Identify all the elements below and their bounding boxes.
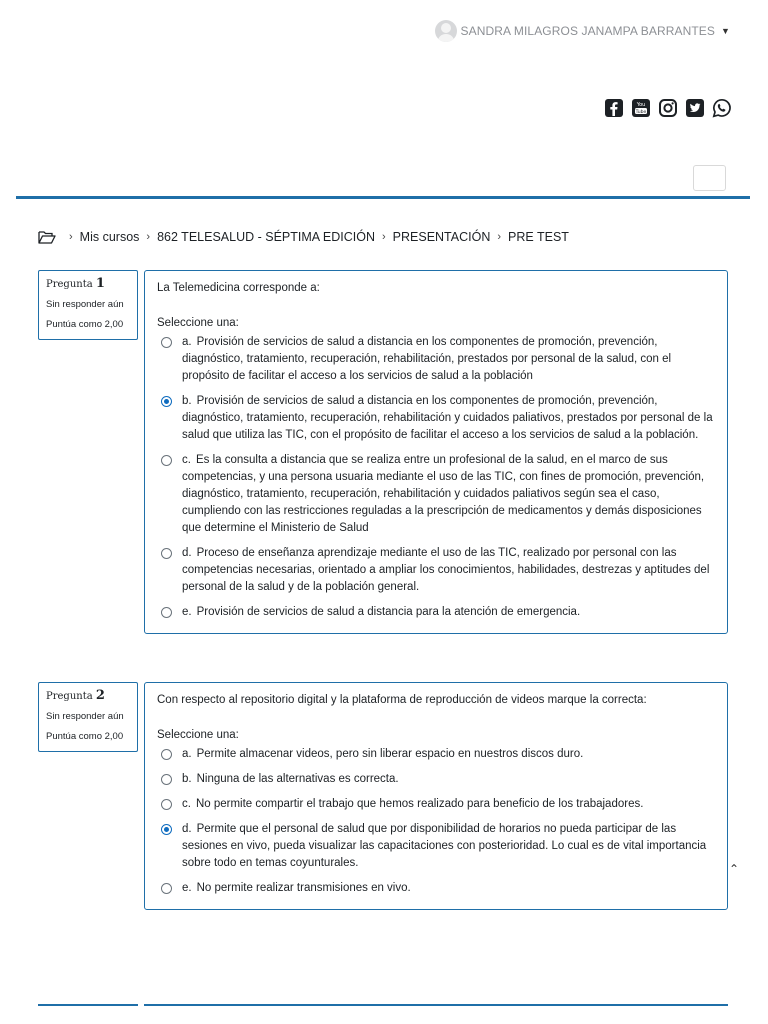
question-status: Sin responder aún [46, 299, 124, 310]
radio-button[interactable] [161, 337, 172, 348]
answer-letter: a. [182, 748, 192, 760]
radio-button-selected[interactable] [161, 396, 172, 407]
folder-open-icon[interactable] [38, 230, 56, 244]
answer-text: Provisión de servicios de salud a distancia en los componentes de promoción, prevención, diagnóstico, tratamiento, recuperación, rehabilitación y cuidados paliativos, prestados por personal de la salud que utiliza las TIC, con el propósito de facilitar el acceso a los servicios de salud a la población. [182, 395, 713, 441]
svg-text:You: You [636, 102, 646, 108]
question-points: Puntúa como 2,00 [46, 731, 124, 742]
question-number: 2 [95, 688, 105, 703]
answer-text: No permite compartir el trabajo que hemos realizado para beneficio de los trabajadores. [195, 798, 644, 810]
answer-option-b[interactable] [157, 771, 715, 788]
question-text: La Telemedicina corresponde a: [157, 282, 320, 294]
answer-prompt: Seleccione una: [157, 729, 239, 741]
answer-option-a[interactable] [157, 746, 715, 763]
answer-letter: b. [182, 395, 192, 407]
answer-option-a[interactable] [157, 334, 715, 385]
instagram-icon[interactable] [658, 98, 678, 118]
question-label: Pregunta [46, 279, 93, 290]
youtube-icon[interactable] [631, 98, 651, 118]
answer-letter: e. [182, 606, 192, 618]
breadcrumb-separator: › [146, 231, 151, 243]
breadcrumb-item-section[interactable]: PRESENTACIÓN [392, 230, 491, 244]
answer-letter: b. [182, 773, 192, 785]
avatar [435, 20, 457, 42]
radio-button[interactable] [161, 749, 172, 760]
answer-prompt: Seleccione una: [157, 317, 239, 329]
question-info-3-edge [38, 1004, 138, 1006]
answer-letter: c. [182, 454, 191, 466]
user-name: SANDRA MILAGROS JANAMPA BARRANTES [460, 24, 715, 38]
user-menu[interactable] [435, 20, 730, 42]
radio-button[interactable] [161, 799, 172, 810]
answer-text: Proceso de enseñanza aprendizaje mediante el uso de las TIC, realizado por personal con las competencias necesarias, orientado a ampliar los conocimientos, habilidades, destrezas y aptitudes del personal de la salud y de la población general. [182, 547, 710, 593]
facebook-icon[interactable] [604, 98, 624, 118]
breadcrumb-item-mis-cursos[interactable]: Mis cursos [79, 230, 140, 244]
answer-text: Ninguna de las alternativas es correcta. [196, 773, 399, 785]
answer-text: Es la consulta a distancia que se realiza entre un profesional de la salud, en el marco de sus competencias, y una persona usuaria mediante el uso de las TIC, con fines de promoción, prevención, diagnóstico, tratamiento, recuperación, rehabilitación y cuidados paliativos según sea el caso, cumpliendo con las restricciones reguladas a la prescripción de medicamentos y demás disposiciones que determine el Ministerio de Salud [182, 454, 705, 534]
radio-button[interactable] [161, 883, 172, 894]
answer-letter: d. [182, 823, 192, 835]
breadcrumb [38, 230, 569, 244]
answer-option-c[interactable] [157, 796, 715, 813]
radio-button[interactable] [161, 455, 172, 466]
question-status: Sin responder aún [46, 711, 124, 722]
question-text: Con respecto al repositorio digital y la plataforma de reproducción de videos marque la correcta: [157, 694, 647, 706]
answer-text: Provisión de servicios de salud a distancia para la atención de emergencia. [196, 606, 581, 618]
answer-letter: d. [182, 547, 192, 559]
radio-button[interactable] [161, 607, 172, 618]
whatsapp-icon[interactable] [712, 98, 732, 118]
question-info-1 [38, 270, 138, 340]
radio-button[interactable] [161, 548, 172, 559]
question-info-2 [38, 682, 138, 752]
question-label: Pregunta [46, 691, 93, 702]
menu-toggle-button[interactable] [693, 165, 726, 191]
answer-text: Permite que el personal de salud que por disponibilidad de horarios no pueda participar de las sesiones en vivo, pueda visualizar las capacitaciones con posterioridad. Lo cual es de vital importancia sobre todo en temas coyunturales. [182, 823, 707, 869]
breadcrumb-item-course[interactable]: 862 TELESALUD - SÉPTIMA EDICIÓN [157, 230, 375, 244]
question-content-2 [144, 682, 728, 910]
social-links [604, 98, 732, 118]
breadcrumb-item-pre-test[interactable]: PRE TEST [508, 230, 569, 244]
breadcrumb-separator: › [497, 231, 502, 243]
answer-text: No permite realizar transmisiones en vivo. [196, 882, 411, 894]
answer-letter: c. [182, 798, 191, 810]
answer-letter: a. [182, 336, 192, 348]
question-points: Puntúa como 2,00 [46, 319, 124, 330]
top-navbar [0, 0, 768, 60]
answer-option-e[interactable] [157, 880, 715, 897]
answer-text: Permite almacenar videos, pero sin liberar espacio en nuestros discos duro. [196, 748, 584, 760]
question-content-1 [144, 270, 728, 634]
radio-button[interactable] [161, 774, 172, 785]
radio-button-selected[interactable] [161, 824, 172, 835]
answer-option-b[interactable] [157, 393, 715, 444]
answer-text: Provisión de servicios de salud a distancia en los componentes de promoción, prevención, diagnóstico, tratamiento, recuperación, rehabilitación, prestados por personal de la salud, con el propósito de facilitar el acceso a los servicios de salud a la población [182, 336, 672, 382]
header-divider [16, 196, 750, 199]
answer-option-c[interactable] [157, 452, 715, 537]
answer-option-e[interactable] [157, 604, 715, 621]
scroll-to-top-icon[interactable]: ⌃ [729, 862, 740, 876]
answer-option-d[interactable] [157, 545, 715, 596]
chevron-down-icon: ▼ [720, 26, 730, 36]
answer-letter: e. [182, 882, 192, 894]
answer-option-d[interactable] [157, 821, 715, 872]
twitter-icon[interactable] [685, 98, 705, 118]
svg-text:Tube: Tube [635, 109, 647, 115]
question-content-3-edge [144, 1004, 728, 1006]
breadcrumb-separator: › [381, 231, 386, 243]
breadcrumb-separator: › [69, 231, 73, 243]
question-number: 1 [95, 276, 105, 291]
